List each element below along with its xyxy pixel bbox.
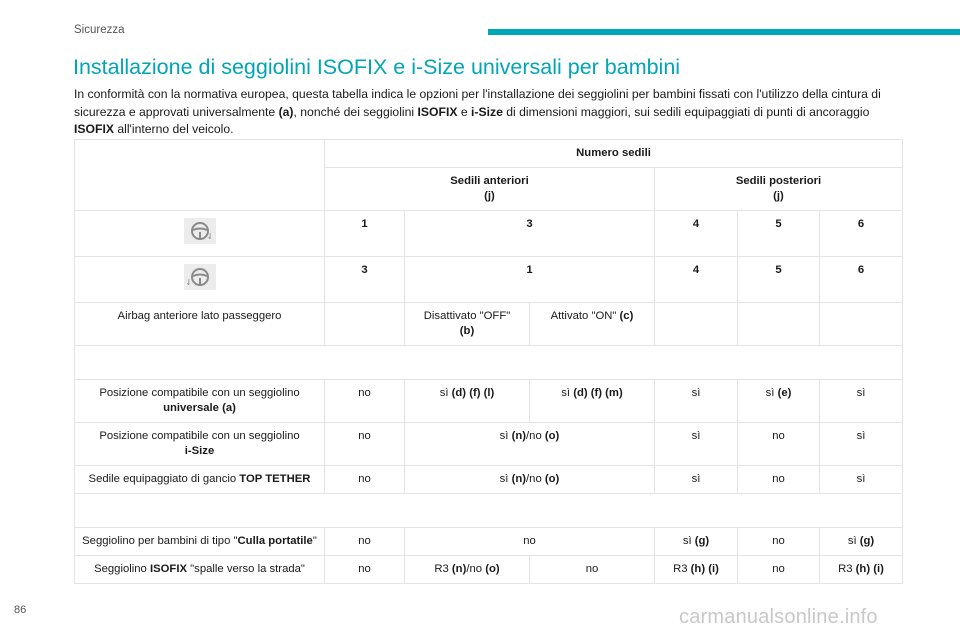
page-title: Installazione di seggiolini ISOFIX e i-Size universali per bambini (73, 55, 681, 79)
header-accent-bar (488, 29, 960, 35)
steering-wheel-right-icon: ⇃ (184, 264, 216, 290)
isize-c2: sì (499, 430, 509, 442)
cot-c6: sì (847, 535, 857, 547)
forward-c1: no (325, 556, 405, 584)
rear-seats-note: (j) (773, 190, 784, 202)
isofix-table (74, 139, 903, 584)
table-row (75, 494, 903, 528)
isize-c2-n: (n) (511, 430, 527, 442)
universal-label-bold: universale (a) (163, 402, 236, 414)
table-row (75, 303, 903, 346)
universal-c6: sì (820, 380, 903, 423)
intro-bold-3: i-Size (471, 104, 503, 119)
universal-c2-note: (d) (f) (l) (451, 387, 495, 399)
intro-text-2: , nonché dei seggiolini (293, 104, 418, 119)
tether-c1: no (325, 466, 405, 494)
isize-c1: no (325, 423, 405, 466)
airbag-off-note: (b) (459, 325, 475, 337)
airbag-label: Airbag anteriore lato passeggero (75, 303, 325, 346)
cot-label-post: " (312, 535, 317, 547)
forward-label-bold: ISOFIX (149, 563, 188, 575)
lhd-seat-2: 3 (526, 218, 533, 230)
table-row (75, 211, 903, 257)
intro-text-5: all'interno del veicolo. (113, 122, 234, 136)
rhd-seat-3: 4 (692, 264, 700, 276)
forward-c2-o: (o) (485, 563, 500, 575)
table-row (75, 346, 903, 380)
universal-c2: sì (439, 387, 449, 399)
tether-c2-n: (n) (511, 473, 527, 485)
universal-c1: no (325, 380, 405, 423)
table-row (75, 556, 903, 584)
forward-label: Seggiolino (94, 563, 147, 575)
forward-c4: R3 (673, 563, 688, 575)
forward-label-post: "spalle verso la strada" (190, 563, 305, 575)
table-row (75, 466, 903, 494)
cot-c1: no (325, 528, 405, 556)
table-row (75, 423, 903, 466)
table-row (75, 257, 903, 303)
intro-text-4: di dimensioni maggiori, sui sedili equipaggiati di punti di ancoraggio (502, 104, 870, 119)
tether-c6: sì (820, 466, 903, 494)
forward-c3: no (530, 556, 655, 584)
tether-label-bold: TOP TETHER (239, 473, 311, 485)
tether-label: Sedile equipaggiato di gancio (88, 473, 237, 485)
lhd-seat-3: 4 (692, 218, 700, 230)
universal-c3: sì (561, 387, 571, 399)
tether-c2: sì (499, 473, 509, 485)
tether-c2-o: (o) (544, 473, 560, 485)
lhd-seat-5: 6 (857, 218, 865, 230)
universal-c5: sì (765, 387, 775, 399)
forward-c2-n: (n) (451, 563, 467, 575)
isize-c5: no (738, 423, 820, 466)
forward-c5: no (738, 556, 820, 584)
airbag-on-note: (c) (619, 310, 634, 322)
isize-c2-o: (o) (544, 430, 560, 442)
front-seats-note: (j) (484, 190, 495, 202)
tether-c5: no (738, 466, 820, 494)
intro-bold-4: ISOFIX (74, 122, 114, 136)
tether-c2-no: /no (526, 473, 542, 485)
rear-seats-header: Sedili posteriori (735, 175, 822, 187)
universal-label: Posizione compatibile con un seggiolino (99, 387, 300, 399)
table-row (75, 380, 903, 423)
table-row (75, 528, 903, 556)
universal-c5-note: (e) (777, 387, 792, 399)
airbag-off: Disattivato "OFF" (423, 310, 511, 322)
rhd-seat-4: 5 (775, 264, 782, 276)
intro-bold-2: ISOFIX (417, 104, 458, 119)
forward-c6-note: (h) (i) (855, 563, 884, 575)
table-row (75, 140, 903, 168)
isize-label-bold: i-Size (184, 445, 215, 457)
isize-label: Posizione compatibile con un seggiolino (99, 430, 300, 442)
forward-c6: R3 (838, 563, 853, 575)
forward-c2: R3 (434, 563, 449, 575)
steering-wheel-left-icon: ⇃ (184, 218, 216, 244)
seat-numbers-header: Numero sedili (576, 147, 651, 159)
tether-c4: sì (655, 466, 738, 494)
page-number: 86 (14, 604, 27, 616)
isize-c6: sì (820, 423, 903, 466)
front-seats-header: Sedili anteriori (450, 175, 529, 187)
lhd-seat-1: 1 (361, 218, 368, 230)
cot-c5: no (738, 528, 820, 556)
cot-c2: no (405, 528, 655, 556)
isize-c4: sì (655, 423, 738, 466)
universal-c3-note: (d) (f) (m) (573, 387, 623, 399)
rhd-seat-2: 1 (526, 264, 533, 276)
section-label: Sicurezza (74, 24, 125, 36)
forward-c2-no: /no (466, 563, 483, 575)
cot-c4-note: (g) (694, 535, 710, 547)
rhd-seat-1: 3 (361, 264, 368, 276)
intro-bold-1: (a) (278, 104, 294, 119)
cot-label: Seggiolino per bambini di tipo " (82, 535, 238, 547)
intro-paragraph (74, 86, 894, 139)
intro-text-3: e (457, 104, 472, 119)
cot-c4: sì (682, 535, 692, 547)
intro-text-1: In conformità con la normativa europea, questa tabella indica le opzioni per l'installazione dei seggiolini per bambini fissati con l'utilizzo della cintura di sicurezza e approvati universalmente (74, 87, 881, 119)
airbag-on: Attivato "ON" (550, 310, 617, 322)
watermark: carmanualsonline.info (679, 606, 878, 628)
forward-c4-note: (h) (i) (690, 563, 719, 575)
lhd-seat-4: 5 (775, 218, 782, 230)
cot-c6-note: (g) (859, 535, 875, 547)
universal-c4: sì (655, 380, 738, 423)
cot-label-bold: Culla portatile (237, 535, 313, 547)
isize-c2-no: /no (526, 430, 542, 442)
rhd-seat-5: 6 (857, 264, 865, 276)
